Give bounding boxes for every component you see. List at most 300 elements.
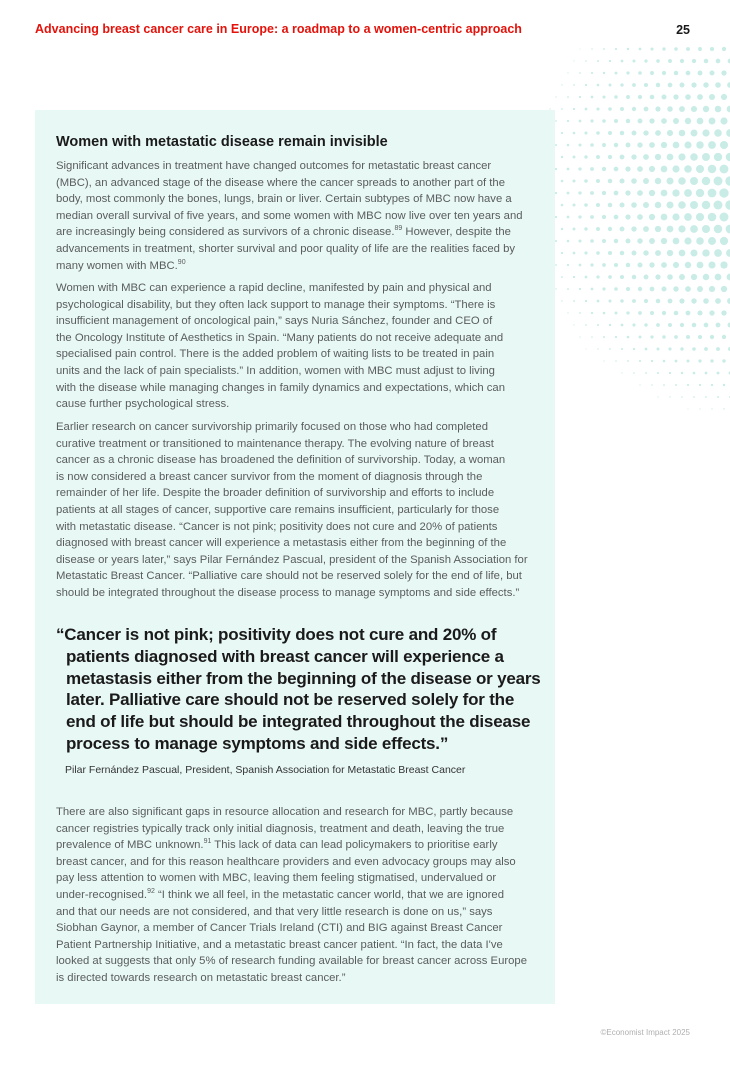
decorative-dot: [614, 191, 619, 196]
decorative-dot: [585, 300, 587, 302]
decorative-dot: [697, 262, 704, 269]
decorative-dot: [657, 372, 659, 374]
decorative-dot: [579, 264, 582, 267]
decorative-dot: [649, 262, 654, 267]
decorative-dot: [609, 348, 611, 350]
decorative-dot: [573, 228, 576, 231]
decorative-dot: [625, 214, 630, 219]
decorative-dot: [716, 323, 721, 328]
decorative-dot: [579, 72, 581, 74]
decorative-dot: [620, 155, 625, 160]
decorative-dot: [615, 360, 617, 362]
decorative-dot: [720, 165, 729, 174]
text-line: looked at suggests that only 5% of research funding available for breast cancer across Europe: [56, 955, 527, 968]
decorative-dot: [725, 200, 730, 209]
decorative-dot: [650, 311, 654, 315]
text-line: cause further psychological stress.: [56, 398, 230, 411]
decorative-dot: [686, 359, 689, 362]
decorative-dot: [673, 286, 678, 291]
decorative-dot: [699, 408, 700, 409]
decorative-dot: [655, 154, 661, 160]
decorative-dot: [639, 384, 640, 385]
text-line: units and the lack of pain specialists.” In addition, women with MBC must adjust to living: [56, 364, 495, 377]
decorative-dot: [714, 153, 722, 161]
decorative-dot: [685, 94, 691, 100]
decorative-dot: [650, 47, 653, 50]
decorative-dot: [650, 95, 655, 100]
decorative-dot: [714, 129, 722, 137]
decorative-dot: [638, 95, 642, 99]
decorative-dot: [591, 336, 593, 338]
decorative-dot: [662, 311, 666, 315]
decorative-dot: [655, 226, 661, 232]
decorative-dot: [579, 312, 581, 314]
text-line: specialised pain control. There is the added problem of waiting lists to be treated in pain: [56, 348, 495, 361]
decorative-dot: [698, 47, 702, 51]
decorative-dot: [626, 239, 631, 244]
decorative-dot: [591, 312, 593, 314]
decorative-dot: [691, 274, 697, 280]
decorative-dot: [579, 288, 581, 290]
decorative-dot: [620, 83, 623, 86]
decorative-dot: [644, 299, 648, 303]
decorative-dot: [644, 83, 648, 87]
text-line: cancer as a chronic disease has broadened the definition of survivorship. Today, a woman: [56, 454, 506, 467]
decorative-dot: [656, 323, 660, 327]
decorative-dot: [591, 48, 592, 49]
decorative-dot: [591, 96, 594, 99]
decorative-dot: [714, 249, 722, 257]
reference-marker: 89: [394, 225, 403, 233]
text-line: “I think we all feel, in the metastatic cancer world, that we are ignored: [154, 888, 504, 901]
decorative-dot: [597, 324, 599, 326]
decorative-dot: [720, 213, 729, 222]
text-line: There are also significant gaps in resource allocation and research for MBC, partly because: [56, 806, 514, 818]
decorative-dot: [720, 141, 728, 149]
text-line: the Oncology Institute of Aesthetics in Spain. “Many patients do not receive adequate and: [56, 331, 504, 344]
decorative-dot: [645, 372, 647, 374]
decorative-dot: [692, 347, 696, 351]
text-line: Women with MBC can experience a rapid decline, manifested by pain and physical and: [56, 282, 492, 294]
decorative-dot: [690, 201, 698, 209]
decorative-dot: [567, 144, 570, 147]
decorative-dot: [579, 48, 580, 49]
decorative-dot: [721, 70, 726, 75]
decorative-dot: [717, 372, 720, 375]
decorative-dot: [578, 143, 581, 146]
decorative-dot: [680, 347, 683, 350]
decorative-dot: [679, 130, 686, 137]
decorative-dot: [555, 264, 557, 266]
decorative-dot: [621, 324, 624, 327]
decorative-dot: [590, 119, 593, 122]
decorative-dot: [668, 323, 672, 327]
decorative-dot: [578, 239, 581, 242]
decorative-dot: [573, 252, 576, 255]
decorative-dot: [702, 201, 711, 210]
decorative-dot: [727, 274, 730, 281]
decorative-dot: [673, 238, 680, 245]
text-line: cancer registries typically track only initial diagnosis, treatment and death, leaving the true: [56, 822, 505, 835]
decorative-dot: [687, 408, 688, 409]
decorative-dot: [561, 300, 562, 301]
decorative-dot: [655, 178, 662, 185]
decorative-dot: [578, 167, 581, 170]
decorative-dot: [667, 130, 673, 136]
pull-quote: [56, 624, 541, 755]
decorative-dot: [710, 335, 714, 339]
decorative-dot: [709, 94, 715, 100]
decorative-dot: [655, 250, 661, 256]
decorative-dot: [590, 167, 594, 171]
decorative-dot: [567, 216, 570, 219]
decorative-dot: [555, 192, 557, 194]
decorative-dot: [669, 396, 670, 397]
decorative-dot: [666, 201, 673, 208]
text-line: Siobhan Gaynor, a member of Cancer Trials Ireland (CTI) and BIG against Breast Cancer: [56, 922, 503, 935]
decorative-dot: [614, 95, 617, 98]
decorative-dot: [668, 83, 673, 88]
decorative-dot: [663, 384, 665, 386]
decorative-dot: [638, 71, 642, 75]
decorative-dot: [711, 408, 712, 409]
decorative-dot: [685, 286, 691, 292]
decorative-dot: [667, 250, 673, 256]
decorative-dot: [602, 287, 605, 290]
decorative-dot: [608, 251, 612, 255]
decorative-dot: [615, 48, 617, 50]
decorative-dot: [644, 275, 649, 280]
decorative-dot: [608, 227, 612, 231]
decorative-dot: [632, 299, 636, 303]
decorative-dot: [639, 360, 641, 362]
text-line: pay less attention to women with MBC, leaving them feeling stigmatised, undervalued or: [56, 872, 497, 885]
decorative-dot: [715, 82, 721, 88]
decorative-dot: [555, 96, 556, 97]
decorative-dot: [699, 384, 701, 386]
decorative-dot: [657, 396, 658, 397]
decorative-dot: [584, 203, 588, 207]
decorative-dot: [655, 130, 661, 136]
decorative-dot: [690, 153, 698, 161]
decorative-dot: [621, 372, 622, 373]
decorative-dot: [602, 215, 606, 219]
decorative-dot: [702, 177, 710, 185]
decorative-dot: [567, 264, 569, 266]
decorative-dot: [708, 213, 717, 222]
decorative-dot: [620, 299, 623, 302]
decorative-dot: [687, 384, 689, 386]
decorative-dot: [674, 71, 678, 75]
decorative-dot: [644, 107, 649, 112]
text-line: many women with MBC.: [56, 259, 178, 272]
decorative-dot: [573, 156, 576, 159]
decorative-dot: [639, 336, 642, 339]
page-number: 25: [676, 23, 690, 37]
decorative-dot: [672, 213, 679, 220]
decorative-dot: [702, 129, 709, 136]
decorative-dot: [697, 118, 704, 125]
decorative-dot: [686, 335, 690, 339]
reference-marker: 91: [203, 838, 212, 846]
decorative-dot: [721, 94, 727, 100]
decorative-dot: [697, 94, 703, 100]
decorative-dot: [719, 188, 728, 197]
decorative-dot: [674, 311, 679, 316]
decorative-dot: [603, 48, 605, 50]
decorative-dot: [696, 237, 704, 245]
decorative-dot: [708, 261, 715, 268]
decorative-dot: [620, 131, 624, 135]
decorative-dot: [710, 47, 714, 51]
decorative-dot: [661, 214, 668, 221]
decorative-dot: [597, 84, 600, 87]
decorative-dot: [573, 276, 575, 278]
decorative-dot: [603, 312, 606, 315]
decorative-dot: [696, 165, 704, 173]
decorative-dot: [650, 287, 655, 292]
decorative-dot: [667, 274, 673, 280]
decorative-dot: [650, 335, 653, 338]
decorative-dot: [726, 153, 730, 162]
text-line: remainder of her life. Despite the broader definition of survivorship and efforts to include: [56, 487, 495, 500]
text-line: diagnosed with breast cancer will experience a metastasis either from the beginning of the: [56, 537, 507, 550]
decorative-dot: [584, 227, 587, 230]
decorative-dot: [667, 154, 674, 161]
decorative-dot: [650, 71, 654, 75]
decorative-dot: [649, 166, 655, 172]
decorative-dot: [649, 238, 655, 244]
decorative-dot: [590, 263, 593, 266]
decorative-dot: [661, 166, 668, 173]
decorative-dot: [668, 299, 673, 304]
decorative-dot: [603, 72, 605, 74]
decorative-dot: [705, 372, 708, 375]
text-line: should be integrated throughout the disease process to manage symptoms and side effects.”: [56, 586, 520, 599]
decorative-dot: [703, 82, 708, 87]
decorative-dot: [590, 239, 594, 243]
decorative-dot: [709, 310, 714, 315]
decorative-dot: [585, 108, 588, 111]
decorative-dot: [625, 166, 630, 171]
decorative-dot: [685, 118, 691, 124]
decorative-dot: [633, 348, 635, 350]
decorative-dot: [703, 298, 709, 304]
decorative-dot: [578, 191, 581, 194]
decorative-dot: [690, 249, 697, 256]
decorative-dot: [596, 227, 600, 231]
decorative-dot: [597, 60, 599, 62]
decorative-dot: [614, 239, 619, 244]
decorative-dot: [661, 286, 666, 291]
text-line: body, most commonly the bones, lungs, brain or liver. Certain subtypes of MBC now have a: [56, 193, 512, 206]
decorative-dot: [721, 286, 727, 292]
decorative-dot: [609, 324, 611, 326]
decorative-dot: [714, 225, 722, 233]
decorative-dot: [567, 168, 570, 171]
decorative-dot: [561, 276, 563, 278]
decorative-dot: [561, 84, 562, 85]
decorative-dot: [708, 237, 716, 245]
decorative-dot: [573, 324, 574, 325]
decorative-dot: [633, 372, 635, 374]
decorative-dot: [603, 360, 604, 361]
text-line: are increasingly being considered as survivors of a chronic disease.: [56, 226, 395, 239]
decorative-dot: [614, 119, 618, 123]
decorative-dot: [726, 129, 730, 137]
decorative-dot: [597, 300, 600, 303]
decorative-dot: [567, 240, 570, 243]
decorative-dot: [656, 83, 660, 87]
decorative-dot: [672, 189, 679, 196]
decorative-dot: [602, 191, 606, 195]
decorative-dot: [684, 141, 691, 148]
decorative-dot: [675, 360, 678, 363]
decorative-dot: [674, 47, 678, 51]
decorative-dot: [579, 120, 582, 123]
decorative-dot: [602, 167, 606, 171]
decorative-dot: [573, 60, 574, 61]
pull-quote-line: process to manage symptoms and side effects.”: [66, 733, 449, 753]
decorative-dot: [698, 335, 702, 339]
decorative-dot: [572, 203, 575, 206]
decorative-dot: [703, 106, 709, 112]
decorative-dot: [662, 335, 665, 338]
decorative-dot: [597, 348, 598, 349]
decorative-dot: [608, 107, 612, 111]
decorative-dot: [561, 156, 563, 158]
decorative-dot: [632, 83, 636, 87]
decorative-dot: [722, 335, 726, 339]
decorative-dot: [567, 192, 570, 195]
decorative-dot: [573, 132, 576, 135]
decorative-dot: [632, 323, 635, 326]
text-line: Metastatic Breast Cancer. “Palliative care should not be reserved solely for the end of life, but: [56, 570, 522, 583]
decorative-dot: [632, 131, 637, 136]
decorative-dot: [608, 275, 612, 279]
decorative-dot: [684, 213, 692, 221]
decorative-dot: [649, 118, 654, 123]
decorative-dot: [703, 274, 710, 281]
decorative-dot: [711, 384, 713, 386]
decorative-dot: [627, 336, 630, 339]
decorative-dot: [645, 348, 648, 351]
decorative-dot: [723, 384, 725, 386]
text-line: and that our needs are not considered, and that very little research is done on us,” says: [56, 905, 493, 918]
decorative-dot: [649, 214, 655, 220]
decorative-dot: [609, 60, 611, 62]
decorative-dot: [638, 119, 643, 124]
decorative-dot: [725, 176, 730, 185]
decorative-dot: [555, 144, 557, 146]
decorative-dot: [697, 286, 703, 292]
decorative-dot: [567, 312, 568, 313]
pull-quote-line: metastasis either from the beginning of the disease or years: [66, 668, 541, 688]
decorative-dot: [608, 299, 611, 302]
decorative-dot: [692, 323, 697, 328]
decorative-dot: [590, 143, 594, 147]
decorative-dot: [602, 263, 606, 267]
decorative-dot: [679, 274, 685, 280]
decorative-dot: [708, 189, 717, 198]
decorative-dot: [567, 96, 569, 98]
decorative-dot: [696, 141, 703, 148]
decorative-dot: [614, 287, 618, 291]
paragraph-survivorship: [56, 419, 538, 602]
pull-quote-line: end of life but should be integrated throughout the disease: [66, 712, 531, 732]
paragraph-rapid-decline: [56, 280, 538, 413]
decorative-dot: [615, 312, 618, 315]
text-line: breast cancer, and for this reason healthcare providers and even advocacy groups may also: [56, 855, 516, 868]
decorative-dot: [626, 143, 631, 148]
decorative-dot: [643, 226, 649, 232]
decorative-dot: [651, 360, 653, 362]
decorative-dot: [596, 179, 600, 183]
decorative-dot: [704, 59, 709, 64]
decorative-dot: [561, 108, 563, 110]
decorative-dot: [643, 130, 648, 135]
decorative-dot: [673, 118, 679, 124]
decorative-dot: [631, 226, 636, 231]
decorative-dot: [715, 298, 721, 304]
decorative-dot: [555, 240, 557, 242]
decorative-dot: [626, 95, 630, 99]
decorative-dot: [651, 384, 653, 386]
decorative-dot: [698, 359, 701, 362]
decorative-dot: [621, 60, 624, 63]
decorative-dot: [637, 190, 643, 196]
header-title: Advancing breast cancer care in Europe: a roadmap to a women-centric approach: [35, 22, 522, 36]
pull-quote-line: patients diagnosed with breast cancer will experience a: [66, 646, 504, 666]
text-line: with metastatic disease. “Cancer is not pink; positivity does not cure and 20% of patients: [56, 520, 498, 533]
decorative-dot: [704, 347, 708, 351]
reference-marker: 90: [177, 258, 186, 266]
decorative-dot: [680, 323, 684, 327]
decorative-dot: [692, 59, 696, 63]
decorative-dot: [631, 178, 637, 184]
decorative-dot: [625, 190, 630, 195]
decorative-dot: [709, 118, 716, 125]
decorative-dot: [690, 225, 698, 233]
decorative-dot: [709, 70, 714, 75]
decorative-dot: [626, 311, 629, 314]
text-line: Patient Partnership Initiative, and a metastatic breast cancer patient. “In fact, the data I've: [56, 938, 503, 951]
decorative-dot: [591, 288, 594, 291]
decorative-dot: [681, 372, 683, 374]
text-line: However, despite the: [402, 226, 511, 239]
text-line: curative treatment or transitioned to maintenance therapy. The evolving nature of breast: [56, 437, 494, 450]
decorative-dot: [661, 190, 668, 197]
decorative-dot: [585, 60, 587, 62]
decorative-dot: [663, 360, 666, 363]
decorative-dot: [714, 201, 723, 210]
decorative-dot: [561, 252, 563, 254]
decorative-dot: [723, 408, 724, 409]
text-line: This lack of data can lead policymakers to prioritise early: [211, 839, 498, 852]
decorative-dot: [561, 204, 564, 207]
text-line: insufficient management of oncological pain,” says Nuria Sánchez, founder and CEO of: [56, 315, 493, 328]
decorative-dot: [674, 335, 678, 339]
decorative-dot: [655, 106, 660, 111]
decorative-dot: [667, 226, 674, 233]
decorative-dot: [717, 396, 719, 398]
decorative-dot: [637, 214, 643, 220]
text-line: psychological disability, but they often lack support to manage their symptoms. “There is: [56, 298, 496, 311]
decorative-dot: [693, 372, 696, 375]
text-line: median overall survival of five years, and some women with MBC now live over ten years and: [56, 209, 523, 222]
decorative-dot: [722, 47, 726, 51]
decorative-dot: [693, 396, 695, 398]
